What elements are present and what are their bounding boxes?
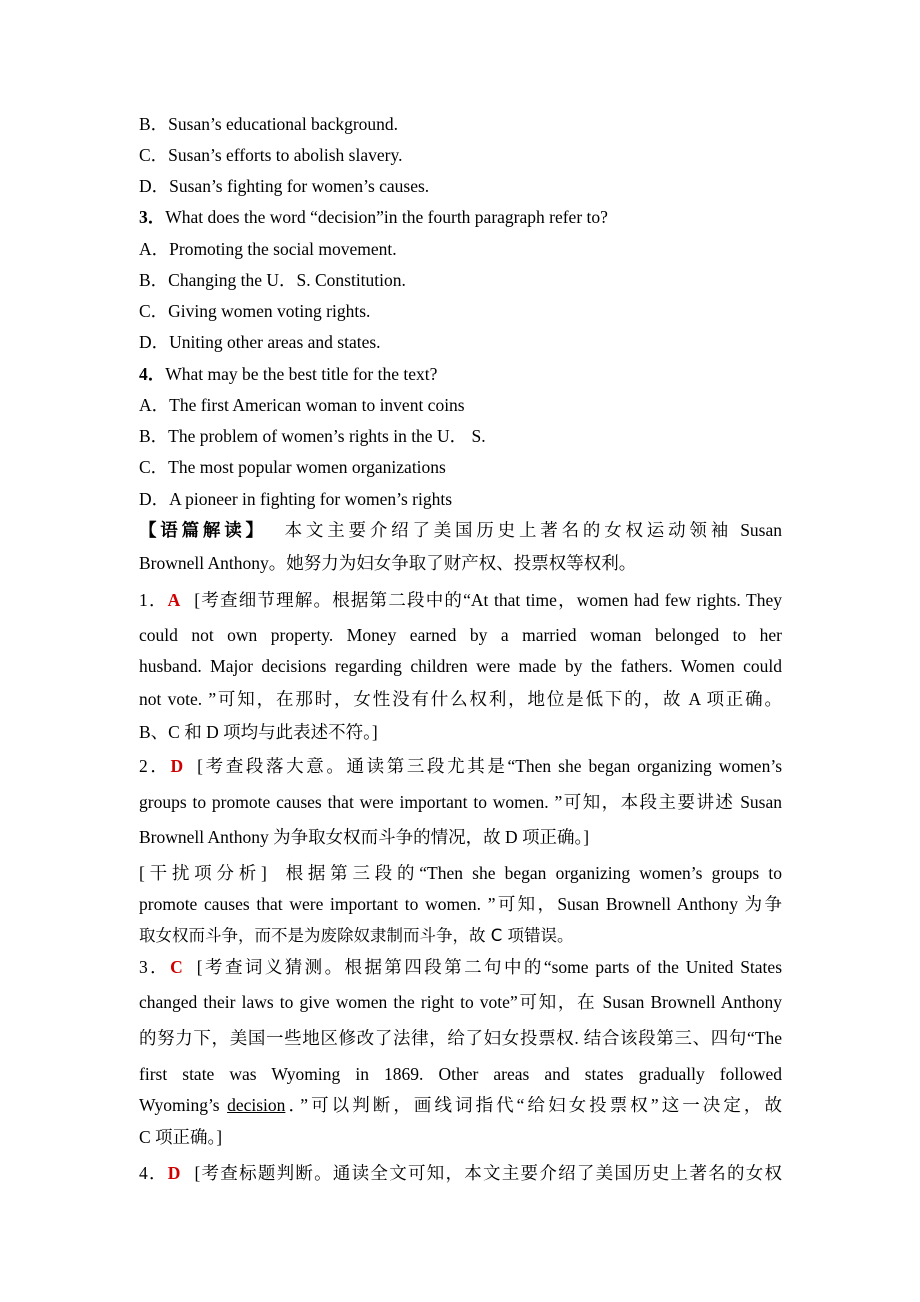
underlined-word-decision: decision	[227, 1095, 286, 1115]
answer-3-number: 3．	[139, 957, 171, 977]
answer-3-line-4: first state was Wyoming in 1869. Other areas and states gradually followed	[139, 1064, 782, 1084]
answer-3-text-5a: Wyoming’s	[139, 1095, 228, 1115]
q4-option-b[interactable]: B．The problem of women’s rights in the U． S.	[139, 426, 486, 446]
answer-3-text-5b: ．”可以判断，画线词指代“给妇女投票权”这一决定，故	[285, 1095, 782, 1115]
q2-option-c[interactable]: C．Susan’s efforts to abolish slavery.	[139, 145, 403, 165]
answer-1-line-1	[139, 588, 782, 612]
q4-option-d[interactable]: D．A pioneer in fighting for women’s rights	[139, 489, 453, 509]
distractor-line-1	[139, 861, 782, 885]
q2-option-b[interactable]: B．Susan’s educational background.	[139, 114, 399, 134]
q4-number: 4．	[139, 364, 166, 384]
q3-option-b[interactable]: B．Changing the U．S. Constitution.	[139, 270, 406, 290]
q3-option-c[interactable]: C．Giving women voting rights.	[139, 301, 371, 321]
q3-option-a[interactable]: A．Promoting the social movement.	[139, 239, 397, 259]
answer-4-letter: D	[167, 1163, 181, 1183]
answer-4-number: 4．	[139, 1163, 168, 1183]
q3-option-d[interactable]: D．Uniting other areas and states.	[139, 332, 381, 352]
reading-line-2: Brownell Anthony。她努力为妇女争取了财产权、投票权等权利。	[139, 553, 637, 573]
answer-2-line-3: Brownell Anthony 为争取女权而斗争的情况，故 D 项正确。]	[139, 827, 590, 847]
answer-1-line-2: could not own property. Money earned by a married woman belonged to her	[139, 625, 782, 645]
answer-3-line-6: C 项正确。]	[139, 1127, 223, 1147]
answer-3-line-3: 的努力下，美国一些地区修改了法律，给了妇女投票权. 结合该段第三、四句“The	[139, 1028, 782, 1048]
q3-text: What does the word “decision”in the fourth paragraph refer to?	[165, 207, 608, 227]
reading-text-1: 本文主要介绍了美国历史上著名的女权运动领袖 Susan	[280, 520, 783, 540]
q4-stem	[139, 362, 437, 386]
reading-line-1	[139, 518, 782, 542]
q2-option-d[interactable]: D．Susan’s fighting for women’s causes.	[139, 176, 430, 196]
answer-2-line-1	[139, 754, 782, 778]
answer-1-line-5: B、C 和 D 项均与此表述不符。]	[139, 722, 378, 742]
answer-1-line-4: not vote. ”可知，在那时，女性没有什么权利，地位是低下的，故 A 项正确。	[139, 689, 782, 709]
reading-label: 【语篇解读】	[139, 520, 267, 540]
answer-3-line-2: changed their laws to give women the right to vote”可知，在 Susan Brownell Anthony	[139, 992, 782, 1012]
q3-stem	[139, 205, 608, 229]
q4-option-c[interactable]: C．The most popular women organizations	[139, 457, 446, 477]
answer-2-letter: D	[170, 756, 184, 776]
distractor-text-1: 根据第三段的“Then she began organizing women’s groups to	[280, 863, 782, 883]
answer-3-line-5	[139, 1093, 782, 1117]
answer-1-line-3: husband. Major decisions regarding children were made by the fathers. Women could	[139, 656, 782, 676]
distractor-line-2: promote causes that were important to women. ”可知，Susan Brownell Anthony 为争	[139, 894, 782, 914]
answer-1-text-1: [考查细节理解。根据第二段中的“At that time，women had few rights. They	[194, 590, 782, 610]
answer-4-text-1: [考查标题判断。通读全文可知，本文主要介绍了美国历史上著名的女权	[194, 1163, 783, 1183]
answer-2-number: 2．	[139, 756, 171, 776]
answer-1-number: 1．	[139, 590, 168, 610]
distractor-line-3: 取女权而斗争，而不是为废除奴隶制而斗争，故 C 项错误。	[139, 926, 574, 945]
answer-3-line-1	[139, 955, 782, 979]
answer-2-line-2: groups to promote causes that were important to women. ”可知，本段主要讲述 Susan	[139, 792, 782, 812]
answer-1-letter: A	[167, 590, 181, 610]
distractor-label: [干扰项分析]	[139, 863, 267, 883]
answer-3-text-1: [考查词义猜测。根据第四段第二句中的“some parts of the United States	[196, 957, 782, 977]
answer-4-line-1	[139, 1161, 782, 1185]
answer-3-letter: C	[170, 957, 183, 977]
q4-option-a[interactable]: A．The first American woman to invent coins	[139, 395, 465, 415]
q4-text: What may be the best title for the text?	[165, 364, 438, 384]
answer-2-text-1: [考查段落大意。通读第三段尤其是“Then she began organizing women’s	[197, 756, 782, 776]
q3-number: 3．	[139, 207, 166, 227]
